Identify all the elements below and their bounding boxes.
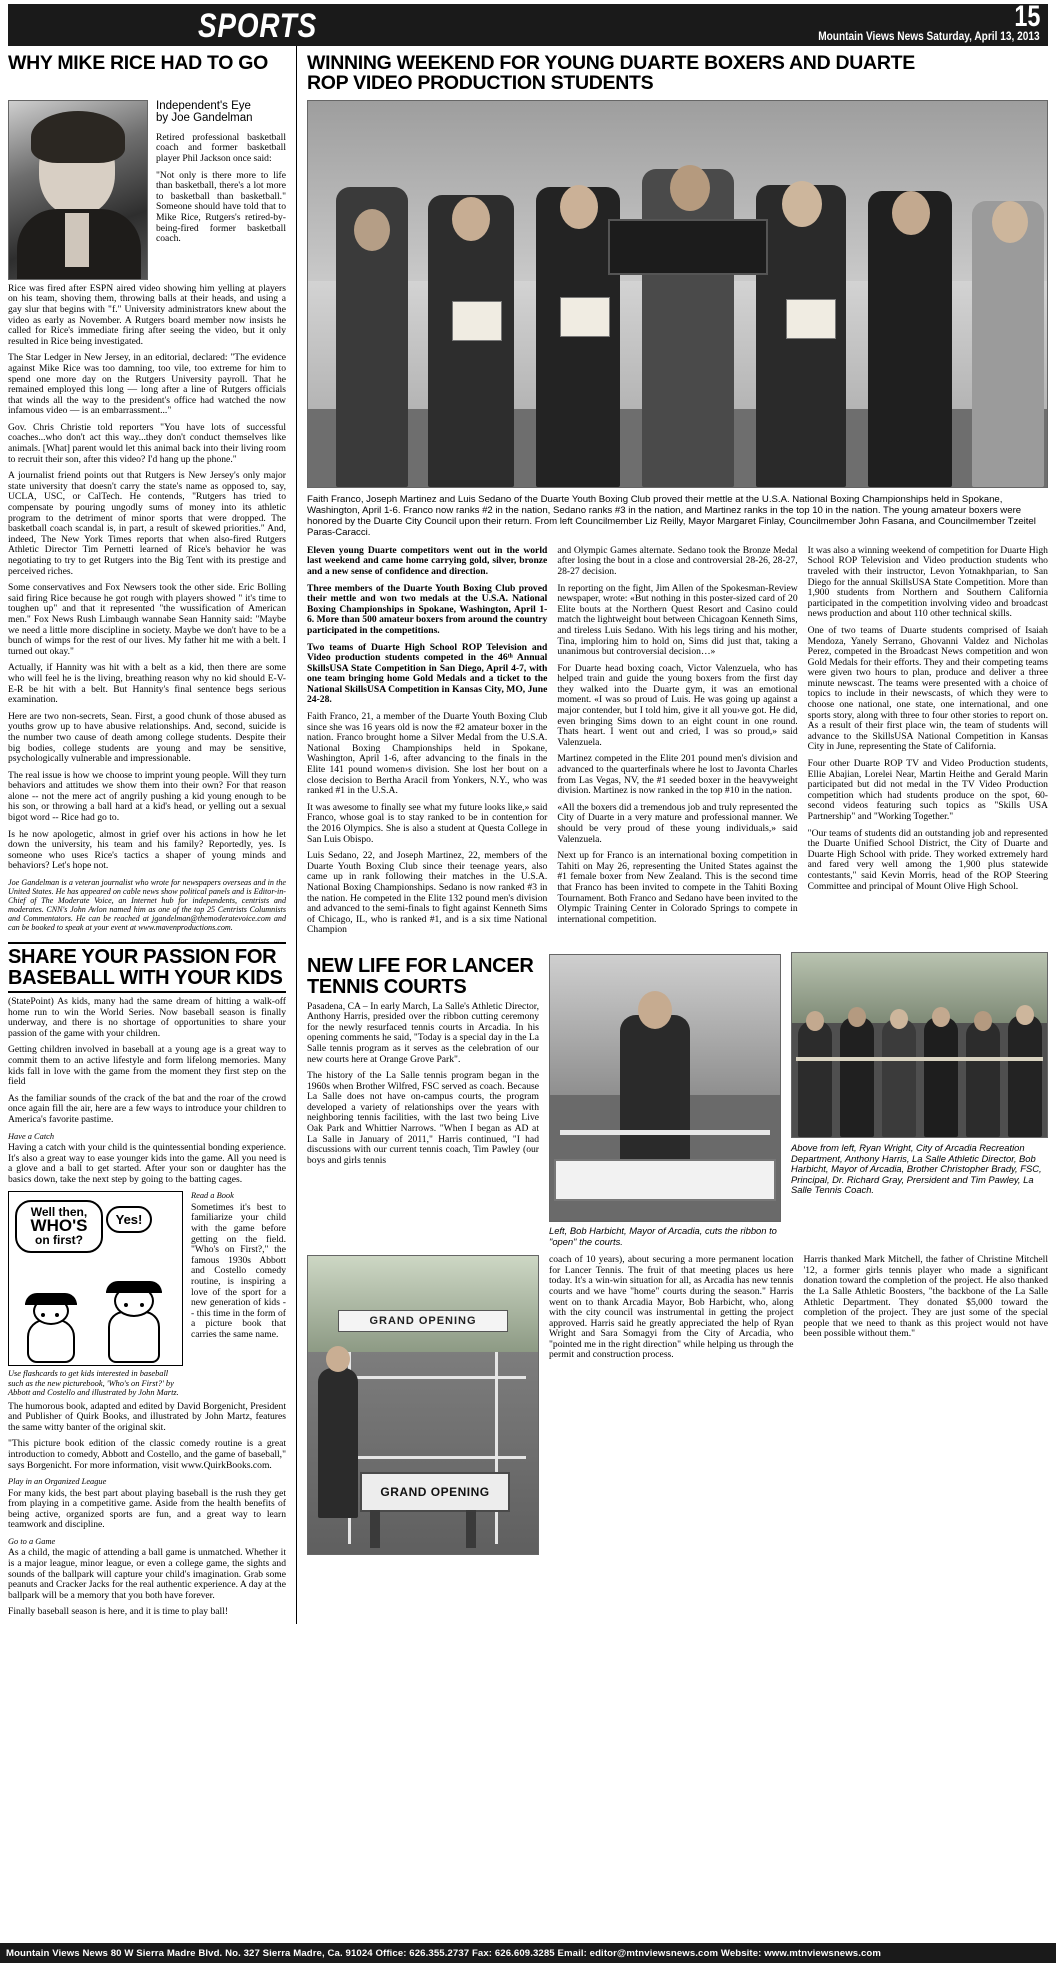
- baseball-tail: [8, 1402, 286, 1618]
- tennis-para-0: Pasadena, CA – In early March, La Salle's Athletic Director, Anthony Harris, presided over the ribbon cutting ceremony for the newly resurfaced tennis courts in Arcadia. In his opening comments he said, "Today is a special day in the La Salle tennis program as it serves as the celebration of our new courts here at Orange Grove Park".: [307, 1000, 539, 1065]
- left-body: [8, 284, 286, 872]
- section-title: SPORTS: [198, 7, 318, 45]
- tennis-para-1: The history of the La Salle tennis program began in the 1960s when Brother Wilfred, FSC served as coach. Because La Salle does not have on-campus courts, the program developed a variety of relationships over the years with neighboring tennis facilities, with the last two being Live Oak Park and Whittier Narrows. "When I began as AD at La Salle in January of 2011," Harris continued, "I had discussions with our current tennis coach, Tim Pawley (our boys and girls tennis: [307, 1070, 539, 1166]
- bubble-text-3: on first?: [35, 1233, 83, 1248]
- tennis-cont-1: Harris thanked Mark Mitchell, the father of Christine Mitchell '12, a former girls tennis player who made a significant donation toward the completion of the project. He also thanked the La Salle Athletic Boosters, "the backbone of the La Salle Athletic Department. They donated $5,000 toward the completion of the project. They are just some of the special people that we need to thank as this project would not have been possible without them.": [803, 1254, 1048, 1340]
- baseball-sub3-title: Play in an Organized League: [8, 1477, 107, 1487]
- gandelman-photo: [8, 100, 148, 280]
- tennis-photo-area: [549, 952, 1048, 1247]
- duarte-c3-p2: Four other Duarte ROP TV and Video Production students, Ellie Abajian, Lorelei Near, Martin Heithe and Gerald Marin participated but did not medal in the TV Video Production competition which had students produce on the spot, 60-second videos featuring such topics as "Skills USA Partnership" and "Working Together.": [807, 758, 1048, 822]
- left-para-0: Retired professional basketball coach and former basketball player Phil Jackson once said:: [156, 131, 286, 164]
- byline-line1: Independent's Eye: [156, 99, 251, 112]
- baseball-sub4-title: Go to a Game: [8, 1536, 56, 1546]
- comic-caption: Use flashcards to get kids interested in baseball such as the new picturebook, 'Who's on First?' by Abbott and Costello and illustrated by John Martz.: [8, 1369, 179, 1398]
- baseball-sub3-body: For many kids, the best part about playing baseball is the rush they get from playing in a competitive game. Aside from the health benefits of being active, organized sports are fun, and a great way to learn teamwork and discipline.: [8, 1487, 286, 1531]
- left-headline: WHY MIKE RICE HAD TO GO: [8, 52, 268, 74]
- baseball-intro: [8, 997, 286, 1126]
- readabook-wrap: [191, 1191, 286, 1397]
- duarte-c1-p2: Two teams of Duarte High School ROP Television and Video production students competed in the 46ᵗʰ Annual SkillsUSA State Competition in San Diego, April 4-7, with one team bringing home Gold Medals and a ticket to the National SkillsUSA Competition in Kansas City, MO, June 24-28.: [307, 641, 548, 706]
- left-para-1: "Not only is there more to life than basketball, there's a lot more to basketball than basketball." Someone should have told that to Mike Rice, Rutgers's retired-by-being-fired former basketball coach.: [156, 169, 286, 245]
- tennis-photo-right-wrap: [791, 952, 1048, 1247]
- duarte-c1-p3: Faith Franco, 21, a member of the Duarte Youth Boxing Club since she was 16 years old is now the #2 amateur boxer in the nation. Franco brought home a Silver Medal from the U.S.A. National Boxing Championships held in Spokane, Washington, April 1-6, after advancing to the finals in the Elite 141 pound women›s division. She lost her bout on a close decision to Bertha Aracil from Yonkers, N.Y., who was ranked #1 in the U.S.A.: [307, 711, 548, 797]
- left-column: [8, 100, 296, 1624]
- duarte-c3-p0: It was also a winning weekend of competition for Duarte High School ROP Television and Video production students who traveled with their instructor, Levon Yotnakhparian, to San Diego for the annual SkillsUSA State Competition. More than 1,900 students from Northern and Southern California participated in the competition involving video and broadcast news production and about 110 other technical skills.: [807, 544, 1048, 620]
- speech-bubble-right: [106, 1206, 152, 1233]
- left-para-5: A journalist friend points out that Rutgers is New Jersey's only major state university that doesn't carry the state's name as opposed to, say, UCLA, USC, or CalTech. He contends, "Rutgers has tried to compensate by pouring ungodly sums of money into its athletic program to the detriment of minor sports that were dropped. The basketball coach scandal is, in part, a result of skewed priorities." And, indeed, The New York Times reports that when also-fired Rutgers Athletic Director Tim Pernetti learned of Rice's behavior he was negotiating to try to get Rutgers into the Big Tent with its prestige and perceived riches.: [8, 470, 286, 577]
- duarte-c2-p3: Martinez competed in the Elite 201 pound men's division and advanced to the quarterfinals where he lost to Javonta Charles from Las Vegas, NV, the #1 seeded boxer in the heavyweight division. Martinez is now ranked in the top #10 in the nation.: [557, 753, 798, 797]
- issue-line: Mountain Views News Saturday, April 13, 2013: [818, 31, 1040, 43]
- left-headline-wrap: [8, 46, 296, 100]
- duarte-c2-p5: Next up for Franco is an international boxing competition in Tahiti on May 26, representing the United States against the #1 female boxer from New Zealand. This is the second time that Franco has been invited to compete in the Tahiti Boxing Tournament. Both Franco and Sedano have been invited to the Olympic Training Center in Colorado Springs to compete in international competition.: [557, 850, 798, 925]
- comic-wrap: [8, 1191, 183, 1397]
- duarte-c3-p3: "Our teams of students did an outstanding job and represented the Duarte Unified School District, the City of Duarte and Duarte High School with pride. They worked extremely hard and fared very well among the 1,900 plus statewide contestants," said Kevin Morris, head of the ROP Steering Committee and principal of Mount Olive High School.: [807, 827, 1048, 892]
- bubble-text-1: Well then,: [30, 1205, 88, 1220]
- grand-opening-sign: GRAND OPENING: [360, 1472, 510, 1512]
- left-para-7: Actually, if Hannity was hit with a belt as a kid, then there are some who will feel he is the living, breathing reason why no kid should E-V-E-R be hit with a belt. But Hannity's final sentence begs serious examination.: [8, 662, 286, 706]
- tennis-headline-line1: NEW LIFE FOR LANCER: [307, 954, 534, 977]
- page-footer: [0, 1943, 1056, 1963]
- baseball-sub1-title: Have a Catch: [8, 1131, 55, 1141]
- byline-line2: by Joe Gandelman: [156, 112, 253, 125]
- tennis-headline-line2: TENNIS COURTS: [307, 975, 467, 998]
- tennis-bottom-photo-wrap: [307, 1255, 539, 1555]
- duarte-col-1: [307, 546, 547, 942]
- left-para-10: Is he now apologetic, almost in grief over his actions in how he let down the university, his team and his family? Reportedly, yes. Is someone who uses Rice's tactics a shaper of young minds and behaviors? Let's hope not.: [8, 828, 286, 872]
- baseball-para-0: (StatePoint) As kids, many had the same dream of hitting a walk-off home run to win the World Series. Now baseball season is finally underway, and there is no shortage of opportunities to share your passion of the game with your children.: [8, 996, 286, 1039]
- tennis-courts-photo: [307, 1255, 539, 1555]
- left-para-3: The Star Ledger in New Jersey, in an editorial, declared: "The evidence against Mike Rice was too damning, too vile, too extreme for him to spend one more day on the Rutgers University payroll. That he remained employed this long — long after a line of Rutgers officials that winds all the way to the president's office had watched the now infamous video — is an embarrassment...": [8, 352, 286, 417]
- baseball-sub1-body: Having a catch with your child is the quintessential bonding experience. It's also a great way to ease younger kids into the game. All you need is a glove and a ball to get started. After your son or daughter has the basics down, take the next step by going to the batting cages.: [8, 1141, 286, 1185]
- left-para-9: The real issue is how we choose to imprint young people. Will they turn behaviors and attitudes we show them into their own? For that reason alone -- not the mere act of angrily pushing a kid young enough to be his son, or throwing a ball hard at a kid's head, or yelling out a sexual bigot word -- Rice had go to.: [8, 769, 286, 824]
- duarte-c2-p4: «All the boxers did a tremendous job and truly represented the City of Duarte in a very mature and professional manner. We should be very proud of these young individuals,» said Valenzuela.: [557, 801, 798, 845]
- main-area: [297, 100, 1048, 1555]
- tennis-photo-left-wrap: [549, 952, 781, 1247]
- baseball-sub2-body: Sometimes it's best to familiarize your child with the game before getting on the field. "Who's on First?," the famous 1930s Abbott and Costello comedy routine, is inspiring a love of the sport for a new generation of kids -- this time in the form of a picture book that carries the same name.: [191, 1201, 286, 1340]
- tennis-body: [307, 1002, 539, 1167]
- baseball-sub4-body: As a child, the magic of attending a ball game is unmatched. Whether it is a major league, minor league, or even a college game, the sights and sounds of the ballpark will capture your child's imagination. Grab some peanuts and Cracker Jacks for the real authentic experience. A day at the ballpark will be a memory that you both have forever.: [8, 1547, 286, 1601]
- tennis-group-photo: [791, 952, 1048, 1138]
- speech-bubble-left: [15, 1200, 103, 1253]
- headline-row: [8, 46, 1048, 100]
- tennis-text-col: [307, 952, 539, 1247]
- baseball-para-2: As the familiar sounds of the crack of the bat and the roar of the crowd once again fill the air, here are a few ways to introduce your children to America's favorite pastime.: [8, 1092, 286, 1125]
- comic-and-readabook: [8, 1191, 286, 1397]
- page-number: 15: [1013, 0, 1040, 33]
- comic-illustration: [8, 1191, 183, 1366]
- baseball-sub2-title: Read a Book: [191, 1191, 234, 1201]
- duarte-story-columns: [307, 546, 1048, 942]
- bubble-text-2: WHO'S: [30, 1216, 88, 1236]
- tennis-cont-0: coach of 10 years), about securing a more permanent location for Lancer Tennis. The fruit of that meeting places us here today. It's a win-win situation for all, as Arcadia has new tennis courts and we have "home" courts during the season." Harris went on to thank Arcadia Mayor, Bob Harbicht, who, along with the city council was instrumental in getting the project approved. Harris said he greatly appreciated the help of Ryan Wright and Sara Somagyi from the City of Arcadia, who "pointed me in the right direction" while helping us through the permit and construction process.: [549, 1254, 794, 1361]
- left-para-8: Here are two non-secrets, Sean. First, a good chunk of those abused as youths grow up to have abusive relationships. And, second, suicide is the number two cause of death among college students. Despite their big bodies, college students are young and may be sensitive, psychologically vulnerable and impressionable.: [8, 710, 286, 765]
- tennis-continued-row: [307, 1255, 1048, 1555]
- duarte-photo-caption: Faith Franco, Joseph Martinez and Luis Sedano of the Duarte Youth Boxing Club proved their mettle at the U.S.A. National Boxing Championships held in Spokane, Washington, April 1-6. Franco now ranks #2 in the nation, Sedano ranks #3 in the nation, and Martinez ranks in the top 10 in the nation. The young amateur boxers were honored by the Duarte City Council upon their return. From left Councilmember Liz Reilly, Mayor Margaret Finlay, Councilmember John Fasana, and Councilmember Tzeitel Paras-Caracci.: [307, 493, 1036, 538]
- tennis-ribbon-photo-small: [549, 954, 781, 1222]
- baseball-sub2-cont: The humorous book, adapted and edited by David Borgenicht, President and Publisher of Quirk Books, and illustrated by John Martz, features the same witty banter of the original skit.: [8, 1400, 286, 1433]
- baseball-headline-line2: BASEBALL WITH YOUR KIDS: [8, 967, 283, 990]
- main-body-row: [8, 100, 1048, 1624]
- duarte-c1-p5: Luis Sedano, 22, and Joseph Martinez, 22, members of the Duarte Youth Boxing Club since their teenage years, also came up in rank following their matches in the U.S.A. National Boxing Championships. Sedano is now ranked #3 in the nation. He competed in the Elite 132 pound men's division and advanced to the semi-finals to fight against Kenneth Sims of Chicago, IL, who is ranked #1, and is a six time National Champion: [307, 850, 548, 936]
- left-intro-paras: [156, 133, 286, 245]
- left-para-4: Gov. Chris Christie told reporters "You have lots of successful coaches...who don't act this way...they don't conduct themselves like animals. [What] parent would let this animal back into their living room to recruit their son, after this video? I'd hang up the phone.": [8, 421, 286, 465]
- tennis-continued-text: [549, 1255, 1048, 1555]
- duarte-c2-p0: and Olympic Games alternate. Sedano took the Bronze Medal after losing the bout in a close and controversial 28-26, 28-27, 28-27 decision.: [557, 544, 798, 577]
- baseball-headline: [8, 942, 286, 993]
- main-headline-wrap: [297, 46, 1048, 100]
- author-bio: Joe Gandelman is a veteran journalist who wrote for newspapers overseas and in the United States. He has appeared on cable news show political panels and is Editor-in-Chief of The Moderate Voice, an Internet hub for independents, centrists and moderates. CNN's John Avlon named him as one of the top 25 Centrists Columnists and Commentators. He can be reached at jgandelman@themoderatevoice.com and can be booked to speak at your event at www.mavenproductions.com.: [8, 878, 286, 933]
- duarte-col-3: [808, 546, 1048, 942]
- duarte-c1-p4: It was awesome to finally see what my future looks like,» said Franco, whose goal is to stay ranked to be in contention for the 2016 Olympics. She is also a student at Questa College in San Luis Obispo.: [307, 801, 548, 845]
- duarte-group-photo: [307, 100, 1048, 488]
- left-para-6: Some conservatives and Fox Newsers took the other side. Eric Bolling said firing Rice because he got rough with players showed " it's time to toughen up" and that it represented "the wussification of American men." Fox News Rush Limbaugh wannabe Sean Hannity said: "Maybe we need a little more discipline in society. Maybe we don't have to be a bunch of wimps for the rest of our lives. My father hit me with a belt. I turned out okay.": [8, 582, 286, 657]
- duarte-headline-line1: WINNING WEEKEND FOR YOUNG DUARTE BOXERS AND DUARTE: [307, 52, 915, 74]
- footer-text: Mountain Views News 80 W Sierra Madre Blvd. No. 327 Sierra Madre, Ca. 91024 Office: 626.355.2737 Fax: 626.609.3285 Email: editor@mtnviewsnews.com Website: www.mtnviewsnews.com: [6, 1947, 882, 1959]
- baseball-sub1-block: [8, 1132, 286, 1186]
- duarte-c2-p1: In reporting on the fight, Jim Allen of the Spokesman-Review newspaper, wrote: «But nothing in this poster-sized card of 20 Elite bouts at the Northern Quest Resort and Casino could match the lightweight bout between Chicagoan Kenneth Sims, and tireless Luis Sedano. With his legs tiring and his mother, Tina, imploring him to hold on, Sims did just that, taking a unanimous but controversial decision…»: [557, 582, 798, 658]
- byline: [156, 100, 286, 125]
- duarte-c3-p1: One of two teams of Duarte students comprised of Isaiah Mendoza, Yanely Serrano, Ghovanni Valdez and Nicholas Perez, competed in the Broadcast News competition and won Gold Medals for their efforts. They and their competing teams were given two hours to plan, produce and deliver a three minute newscast. The teams were presented with a choice of topics to include in their newscasts, of which they were to choose one national, one state, one international, and one sports story, along with three to four other stories to report on. As a result of their first place win, the team of students will advance to the SkillsUSA National Competition in Kansas City in June, representing the State of California.: [807, 624, 1048, 753]
- tennis-caption-left: Left, Bob Harbicht, Mayor of Arcadia, cuts the ribbon to "open" the courts.: [549, 1224, 777, 1247]
- duarte-c1-p0: Eleven young Duarte competitors went out in the world last weekend and came home carrying gold, silver, bronze and a new sense of confidence and direction.: [307, 544, 548, 577]
- tennis-section: [307, 952, 1048, 1247]
- grand-opening-banner: GRAND OPENING: [338, 1310, 508, 1332]
- baseball-sub2-cont2: "This picture book edition of the classic comedy routine is a great introduction to comedy, Abbott and Costello, and the game of baseball," says Borgenicht. For more information, visit www.QuirkBooks.com.: [8, 1438, 286, 1471]
- page-masthead: [8, 0, 1048, 46]
- duarte-col-2: [557, 546, 797, 942]
- comic-character-right: [98, 1275, 168, 1363]
- duarte-headline-line2: ROP VIDEO PRODUCTION STUDENTS: [307, 71, 654, 94]
- baseball-headline-line1: SHARE YOUR PASSION FOR: [8, 946, 277, 969]
- left-para-2: Rice was fired after ESPN aired video showing him yelling at players on his team, shoving them, throwing balls at their heads, and using a gay slur that begins with "f." University administrators knew about the video as early as November. A Rutgers board member now insists he called for Rice's immediate firing after seeing the video, but it only resulted in Rice being investigated.: [8, 282, 286, 347]
- bubble-text-4: Yes!: [115, 1212, 143, 1228]
- tennis-headline: [307, 956, 539, 998]
- duarte-headline: [307, 54, 1048, 94]
- baseball-sub4-tail: Finally baseball season is here, and it is time to play ball!: [8, 1606, 229, 1618]
- duarte-c2-p2: For Duarte head boxing coach, Victor Valenzuela, who has helped train and guide the young boxers from the first day they walked into the Duarte gym, it was an emotional moment. «I was so proud of Luis. He was going up against a major contender, but I told him, give it all you›ve got. He did, even bringing Sims down to an eight count in one round. Thats heart. I went out and cried, I was so proud,» said Valenzuela.: [557, 662, 798, 748]
- duarte-c1-p1: Three members of the Duarte Youth Boxing Club proved their mettle and won two medals at the U.S.A. National Boxing Championships in Spokane, Washington, April 1-6. More than 500 amateur boxers from around the country participated in the competitions.: [307, 582, 548, 636]
- byline-block: [8, 100, 286, 280]
- tennis-caption-top: Above from left, Ryan Wright, City of Arcadia Recreation Department, Anthony Harris, La Salle Athletic Director, Bob Harbicht, Mayor of Arcadia, Brother Christopher Brady, FSC, Principal, Dr. Richard Gray, Prersident and Tim Pawley, La Salle Tennis Coach.: [791, 1141, 1042, 1196]
- comic-character-left: [19, 1293, 83, 1363]
- baseball-para-1: Getting children involved in baseball at a young age is a great way to commit them to an active lifestyle and form lifelong memories. Many kids fall in love with the game from the moment they first step on the field: [8, 1044, 286, 1088]
